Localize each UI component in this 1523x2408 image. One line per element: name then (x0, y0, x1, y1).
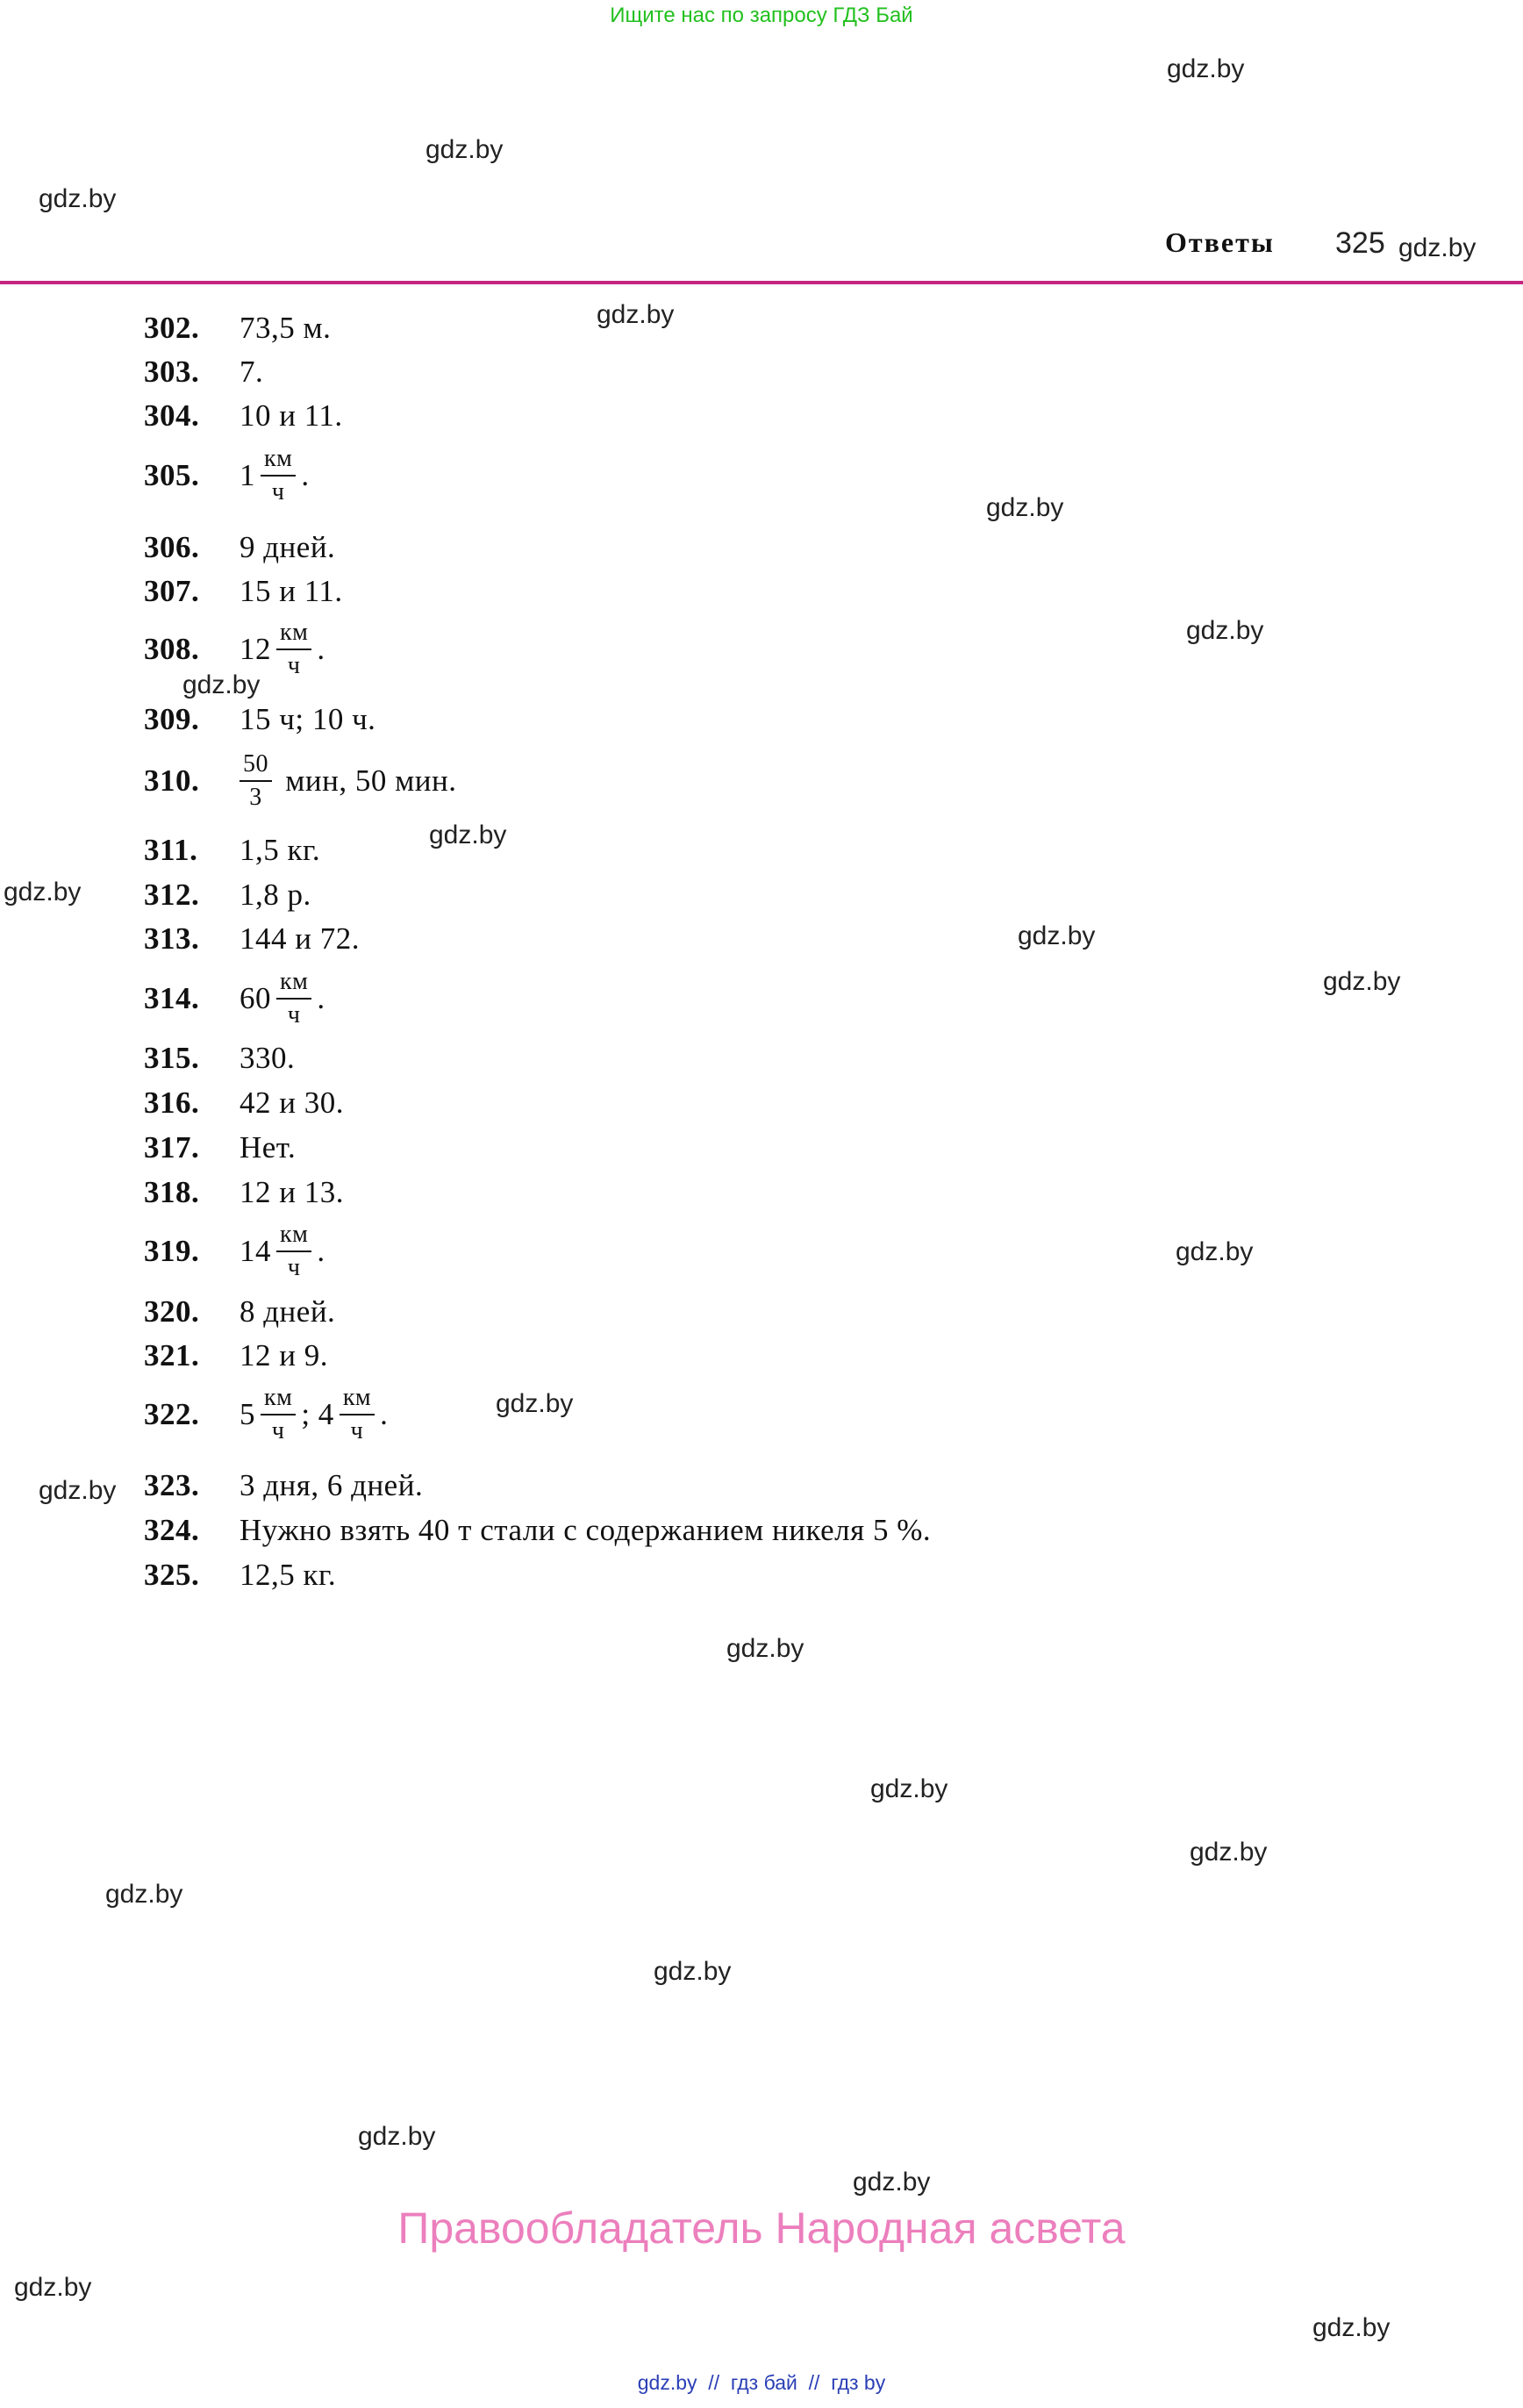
fraction-numerator: км (261, 1386, 296, 1415)
watermark: gdz.by (105, 1880, 183, 1909)
answer-text: 3 дня, 6 дней. (240, 1468, 424, 1502)
answer-316 (144, 1082, 344, 1124)
answer-number: 312. (144, 878, 200, 912)
answer-309 (144, 699, 375, 741)
answer-number: 321. (144, 1338, 200, 1372)
watermark: gdz.by (1018, 921, 1096, 950)
answer-313 (144, 918, 360, 960)
fraction-numerator: 50 (240, 752, 272, 782)
answer-319 (144, 1221, 325, 1281)
answer-304 (144, 395, 343, 437)
watermark: gdz.by (496, 1389, 574, 1418)
answer-number: 304. (144, 398, 200, 433)
answer-text (240, 752, 456, 810)
unit-fraction (276, 1222, 311, 1280)
answer-text (240, 1222, 325, 1280)
answer-302 (144, 307, 331, 349)
answer-text: 42 и 30. (240, 1086, 344, 1120)
answer-number: 303. (144, 355, 200, 389)
answer-text: 7. (240, 355, 264, 389)
watermark: gdz.by (597, 300, 675, 329)
unit-fraction (261, 1386, 296, 1444)
unit-fraction (276, 970, 311, 1028)
watermark: gdz.by (726, 1634, 804, 1663)
watermark: gdz.by (4, 878, 82, 907)
answer-number: 306. (144, 530, 200, 564)
answer-value-2: ; 4 (301, 1397, 334, 1431)
watermark: gdz.by (1323, 967, 1401, 996)
answer-number: 307. (144, 574, 200, 608)
watermark: gdz.by (1167, 54, 1245, 83)
answer-value: 1 (240, 458, 255, 492)
watermark: gdz.by (654, 1957, 732, 1986)
answer-number: 322. (144, 1397, 200, 1431)
section-title: Ответы (1165, 226, 1275, 258)
answer-text: Нужно взять 40 т стали с содержанием никеля 5 %. (240, 1513, 932, 1547)
fraction-denominator: ч (287, 1254, 301, 1281)
answer-text: 12 и 9. (240, 1338, 328, 1372)
answer-number: 308. (144, 632, 200, 666)
watermark: gdz.by (870, 1774, 948, 1803)
answer-323 (144, 1465, 423, 1507)
answer-text: 1,5 кг. (240, 833, 321, 867)
watermark: gdz.by (1186, 616, 1264, 645)
fraction-denominator: ч (271, 478, 285, 505)
answer-text (240, 620, 325, 678)
watermark: gdz.by (358, 2122, 436, 2151)
answer-number: 311. (144, 833, 198, 867)
answer-number: 316. (144, 1086, 200, 1120)
watermark: gdz.by (429, 821, 507, 849)
answer-number: 302. (144, 311, 200, 345)
answer-number: 320. (144, 1294, 200, 1329)
unit-fraction (340, 1386, 375, 1444)
answer-text (240, 1386, 388, 1444)
fraction-denominator: ч (287, 1001, 301, 1028)
fraction-numerator: км (340, 1386, 375, 1415)
answer-311 (144, 829, 320, 871)
watermark: gdz.by (1312, 2313, 1391, 2342)
answer-number: 310. (144, 763, 200, 798)
fraction-denominator: ч (287, 652, 301, 679)
answer-text (240, 447, 310, 505)
fraction-numerator: км (261, 447, 296, 477)
watermark: gdz.by (1398, 233, 1477, 262)
search-banner[interactable]: Ищите нас по запросу ГДЗ Бай (610, 4, 913, 27)
answer-text: 330. (240, 1041, 296, 1075)
answer-321 (144, 1335, 328, 1377)
watermark: gdz.by (853, 2168, 931, 2197)
page-number: 325 (1335, 226, 1385, 260)
watermark: gdz.by (1190, 1838, 1268, 1867)
rights-holder-notice: Правообладатель Народная асвета (397, 2204, 1126, 2253)
answer-value: 12 (240, 632, 271, 666)
answer-317 (144, 1127, 296, 1169)
fraction-numerator: км (276, 970, 311, 1000)
answer-number: 319. (144, 1234, 200, 1268)
answer-number: 317. (144, 1130, 200, 1165)
footer-links[interactable]: gdz.by // гдз бай // гдз by (637, 2371, 886, 2394)
answer-322 (144, 1384, 389, 1444)
answer-text: 12 и 13. (240, 1175, 344, 1209)
fraction-numerator: км (276, 620, 311, 650)
answer-number: 313. (144, 921, 200, 956)
answer-text: 9 дней. (240, 530, 336, 564)
fraction-denominator: 3 (249, 784, 262, 811)
answer-suffix: мин, 50 мин. (285, 763, 457, 798)
answer-text: 12,5 кг. (240, 1558, 337, 1592)
answer-305 (144, 445, 310, 505)
answer-text: Нет. (240, 1130, 297, 1165)
header-divider (0, 281, 1523, 284)
answer-value: 14 (240, 1234, 271, 1268)
answer-306 (144, 527, 335, 569)
answer-value: 60 (240, 981, 271, 1015)
answer-suffix: . (317, 981, 325, 1015)
answer-number: 315. (144, 1041, 200, 1075)
answer-307 (144, 570, 343, 613)
unit-fraction (261, 447, 296, 505)
watermark: gdz.by (14, 2273, 92, 2302)
fraction-denominator: ч (271, 1417, 285, 1444)
fraction-numerator: км (276, 1222, 311, 1252)
watermark: gdz.by (1176, 1237, 1254, 1266)
answer-318 (144, 1172, 344, 1214)
answer-text: 1,8 р. (240, 878, 311, 912)
answer-number: 305. (144, 458, 200, 492)
answer-310 (144, 750, 457, 811)
answer-suffix: . (301, 458, 310, 492)
answer-number: 309. (144, 702, 200, 736)
answer-text: 15 и 11. (240, 574, 343, 608)
answer-320 (144, 1291, 335, 1333)
answer-number: 324. (144, 1513, 200, 1547)
answer-text: 73,5 м. (240, 311, 332, 345)
answer-312 (144, 874, 311, 916)
watermark: gdz.by (39, 1476, 117, 1505)
answer-text: 10 и 11. (240, 398, 343, 433)
watermark: gdz.by (182, 670, 261, 699)
answer-suffix: . (317, 1234, 325, 1268)
answer-number: 318. (144, 1175, 200, 1209)
answer-308 (144, 619, 325, 679)
answer-text: 144 и 72. (240, 921, 360, 956)
time-fraction (240, 752, 272, 810)
unit-fraction (276, 620, 311, 678)
answer-suffix: . (317, 632, 325, 666)
answer-number: 323. (144, 1468, 200, 1502)
answer-text: 15 ч; 10 ч. (240, 702, 376, 736)
answer-315 (144, 1037, 295, 1079)
answer-303 (144, 351, 263, 393)
answer-324 (144, 1509, 931, 1552)
answer-325 (144, 1554, 336, 1596)
answer-suffix: . (380, 1397, 389, 1431)
answer-314 (144, 968, 325, 1028)
watermark: gdz.by (39, 184, 117, 213)
answer-text (240, 970, 325, 1028)
watermark: gdz.by (986, 493, 1064, 522)
watermark: gdz.by (425, 135, 504, 164)
answer-text: 8 дней. (240, 1294, 336, 1329)
answer-number: 314. (144, 981, 200, 1015)
answer-value: 5 (240, 1397, 255, 1431)
answer-number: 325. (144, 1558, 200, 1592)
fraction-denominator: ч (350, 1417, 364, 1444)
